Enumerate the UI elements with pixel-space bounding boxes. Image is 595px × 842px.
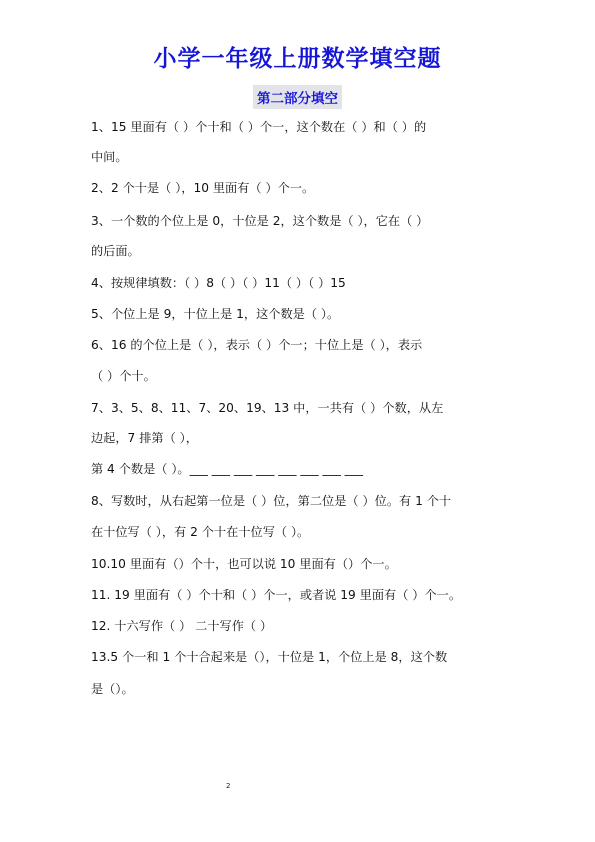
question-6-line-1: 6、16 的个位上是（ ），表示（ ）个一；十位上是（ ），表示 bbox=[91, 338, 423, 352]
question-7-line-3: 第 4 个数是（ ）。___ ___ ___ ___ ___ ___ ___ ___ bbox=[91, 462, 363, 476]
question-1-line-2: 中间。 bbox=[91, 150, 128, 164]
question-13-line-1: 13.5 个一和 1 个十合起来是（），十位是 1，个位上是 8，这个数 bbox=[91, 650, 448, 664]
question-3-line-2: 的后面。 bbox=[91, 244, 140, 258]
question-8-line-2: 在十位写（ ），有 2 个十在十位写（ ）。 bbox=[91, 525, 310, 539]
question-11: 11. 19 里面有（ ）个十和（ ）个一，或者说 19 里面有（ ）个一。 bbox=[91, 588, 462, 602]
section-heading-label: 第二部分填空 bbox=[253, 85, 342, 109]
question-3-line-1: 3、一个数的个位上是 0，十位是 2，这个数是（ ），它在（ ） bbox=[91, 214, 429, 228]
section-heading bbox=[0, 85, 595, 109]
question-13-line-2: 是（）。 bbox=[91, 682, 134, 696]
question-2: 2、2 个十是（ ），10 里面有（ ）个一。 bbox=[91, 181, 315, 195]
question-8-line-1: 8、写数时，从右起第一位是（ ）位，第二位是（ ）位。有 1 个十 bbox=[91, 494, 452, 508]
question-4: 4、按规律填数：（ ）8（ ）（ ）11（ ）（ ）15 bbox=[91, 276, 346, 290]
question-12: 12. 十六写作（ ） 二十写作（ ） bbox=[91, 619, 273, 633]
question-7-line-2: 边起，7 排第（ ）， bbox=[91, 431, 198, 445]
page-title: 小学一年级上册数学填空题 bbox=[153, 46, 442, 72]
page-number: 2 bbox=[226, 782, 231, 790]
question-5: 5、个位上是 9，十位上是 1，这个数是（ ）。 bbox=[91, 307, 340, 321]
question-6-line-2: （ ）个十。 bbox=[91, 369, 156, 383]
question-7-line-1: 7、3、5、8、11、7、20、19、13 中，一共有（ ）个数，从左 bbox=[91, 401, 444, 415]
question-10: 10.10 里面有（）个十，也可以说 10 里面有（）个一。 bbox=[91, 557, 397, 571]
question-1-line-1: 1、15 里面有（ ）个十和（ ）个一，这个数在（ ）和（ ）的 bbox=[91, 120, 427, 134]
